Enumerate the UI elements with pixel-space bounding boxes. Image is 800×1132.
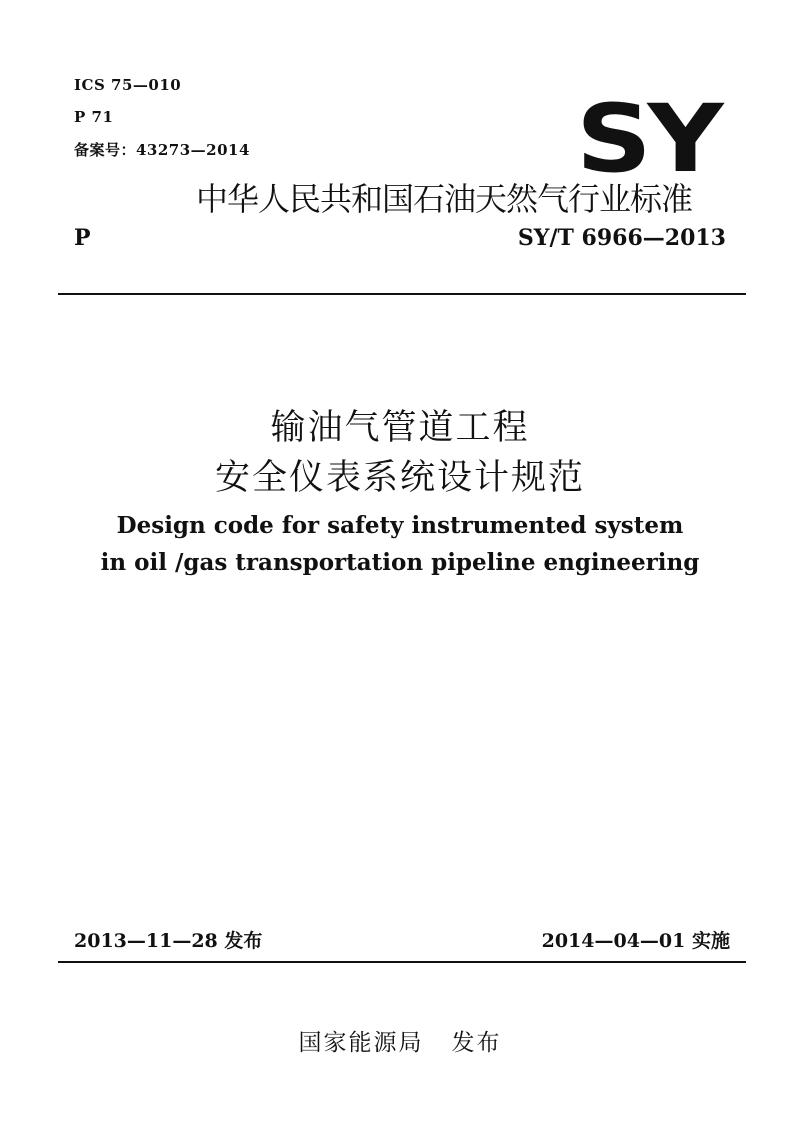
title-en-line1: Design code for safety instrumented system	[116, 512, 684, 539]
title-zh-line1: 输油气管道工程	[270, 408, 530, 448]
standard-number: SY/T 6966—2013	[517, 225, 726, 251]
issue-date: 2013—11—28 发布	[74, 930, 263, 952]
filing-number: 备案号：43273—2014	[74, 141, 250, 159]
title-en-line2: in oil /gas transportation pipeline engineering	[100, 549, 700, 576]
title-zh-line2: 安全仪表系统设计规范	[214, 458, 585, 498]
implementation-date: 2014—04—01 实施	[541, 930, 730, 952]
top-divider	[58, 293, 746, 295]
ics-code: ICS 75—010	[74, 76, 182, 94]
classification-code: P 71	[74, 108, 114, 126]
category-letter: P	[74, 225, 91, 251]
standard-type-heading: 中华人民共和国石油天然气行业标准	[196, 180, 693, 218]
sy-logo: SY	[576, 85, 720, 194]
publisher: 国家能源局 发布	[298, 1030, 502, 1056]
bottom-divider	[58, 961, 746, 963]
